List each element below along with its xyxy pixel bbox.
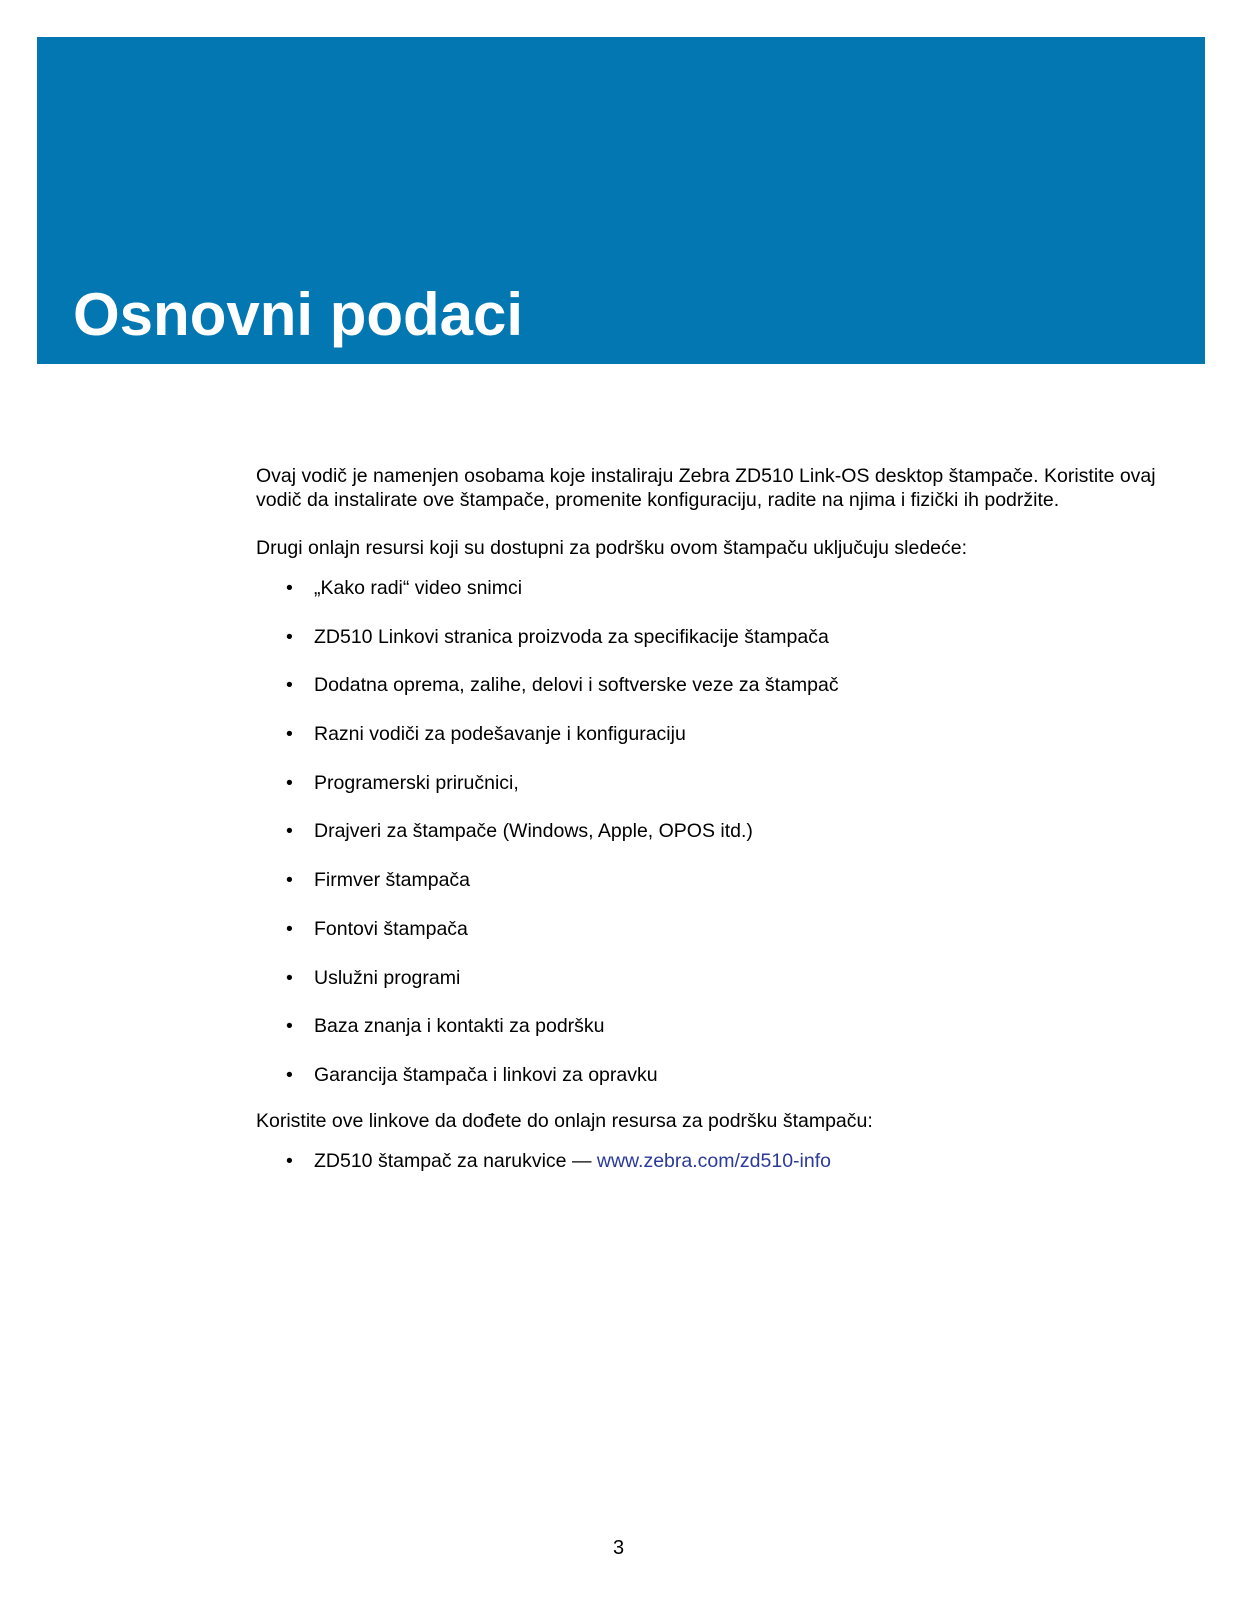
list-item-text: Drajveri za štampače (Windows, Apple, OPOS itd.) (314, 820, 753, 843)
list-item-text: Razni vodiči za podešavanje i konfiguraciju (314, 723, 686, 746)
bullet-icon: • (286, 820, 293, 843)
bullet-icon: • (286, 966, 293, 989)
bullet-icon: • (286, 771, 293, 794)
list-item-text: Baza znanja i kontakti za podršku (314, 1015, 605, 1038)
main-content (256, 464, 1156, 1173)
list-item (256, 1014, 1156, 1038)
list-item (256, 1149, 1156, 1173)
list-item-text: Dodatna oprema, zalihe, delovi i softverske veze za štampač (314, 674, 839, 697)
list-item (256, 722, 1156, 746)
list-item (256, 771, 1156, 795)
product-info-link[interactable]: www.zebra.com/zd510-info (596, 1149, 831, 1172)
list-item-text: Uslužni programi (314, 966, 461, 989)
intro-paragraph: Ovaj vodič je namenjen osobama koje instaliraju Zebra ZD510 Link-OS desktop štampače. Koristite ovaj vodič da instalirate ove štampače, promenite konfiguraciju, radite na njima i fizički ih podržite. (256, 465, 1156, 511)
bullet-icon: • (286, 1063, 293, 1086)
list-item-text: Firmver štampača (314, 869, 471, 892)
list-item (256, 576, 1156, 600)
bullet-icon: • (286, 625, 293, 648)
bullet-icon: • (286, 1149, 293, 1172)
list-item-text: Fontovi štampača (314, 917, 468, 940)
list-item (256, 1063, 1156, 1087)
chapter-title: Osnovni podaci (73, 281, 524, 348)
bullet-icon: • (286, 917, 293, 940)
bullet-icon: • (286, 674, 293, 697)
list-item (256, 819, 1156, 843)
link-label: ZD510 štampač za narukvice — (314, 1149, 597, 1172)
list-item-text: Garancija štampača i linkovi za opravku (314, 1063, 658, 1086)
bullet-icon: • (286, 723, 293, 746)
list-item (256, 625, 1156, 649)
resources-heading: Drugi onlajn resursi koji su dostupni za podršku ovom štampaču uključuju sledeće: (256, 537, 968, 559)
resources-list (256, 576, 1156, 1087)
list-item (256, 966, 1156, 990)
list-item-text: „Kako radi“ video snimci (314, 577, 523, 599)
page-number: 3 (612, 1537, 625, 1559)
bullet-icon: • (286, 1015, 293, 1038)
bullet-icon: • (286, 577, 293, 599)
bullet-icon: • (286, 869, 293, 892)
list-item (256, 868, 1156, 892)
links-list (256, 1149, 1156, 1173)
chapter-header-banner (37, 37, 1205, 364)
list-item (256, 673, 1156, 697)
list-item (256, 917, 1156, 941)
links-heading: Koristite ove linkove da dođete do onlajn resursa za podršku štampaču: (256, 1109, 873, 1132)
list-item-text: ZD510 Linkovi stranica proizvoda za specifikacije štampača (314, 625, 829, 648)
list-item-text: Programerski priručnici, (314, 771, 519, 794)
